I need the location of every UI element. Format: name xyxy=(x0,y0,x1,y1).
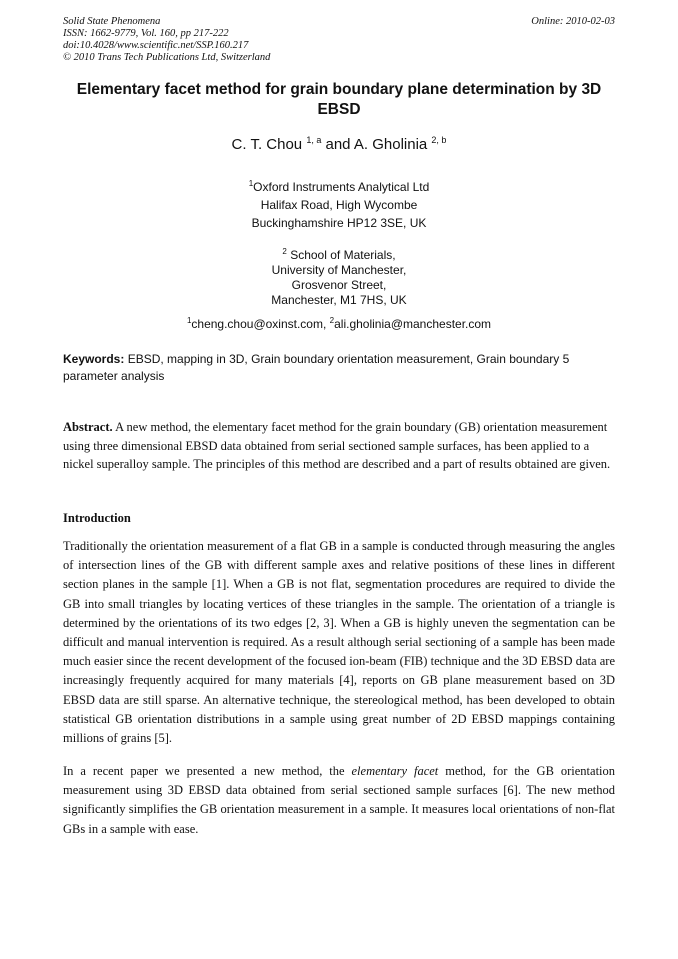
keywords-label: Keywords: xyxy=(63,352,125,366)
author-2-marker: 2, b xyxy=(431,135,447,145)
abstract-text: A new method, the elementary facet method for the grain boundary (GB) orientation measurement using three dimensional EBSD data obtained from serial sectioned sample surfaces, has been applied to a nickel superalloy sample. The principles of this method are described and a part of results obtained are given. xyxy=(63,420,611,471)
email-line xyxy=(0,316,678,331)
email-1-marker: 1 xyxy=(186,316,192,325)
abstract-section xyxy=(63,418,615,474)
keywords-text: EBSD, mapping in 3D, Grain boundary orientation measurement, Grain boundary 5 parameter analysis xyxy=(63,352,570,383)
affiliation-1-line-3: Buckinghamshire HP12 3SE, UK xyxy=(251,216,427,230)
author-1-name: C. T. Chou xyxy=(231,136,303,153)
affiliation-1 xyxy=(0,175,678,232)
affiliation-1-line-1: Oxford Instruments Analytical Ltd xyxy=(253,180,430,194)
affiliation-1-marker: 1 xyxy=(248,179,254,188)
author-line xyxy=(0,135,678,153)
affiliation-2-marker: 2 xyxy=(282,247,287,256)
keywords-section xyxy=(63,351,615,385)
introduction-paragraph-2 xyxy=(63,762,615,839)
journal-header xyxy=(63,16,615,64)
introduction-paragraph-1: Traditionally the orientation measurement of a flat GB in a sample is conducted through measuring the angles of intersection lines of the GB with different sample axes and relative positions of these lines in different section planes in the sample [1]. When a GB is not flat, segmentation procedures are required to divide the GB into small triangles by locating vertices of these triangles in the sample. The orientation of a triangle is determined by the orientations of its two edges [2, 3]. When a GB is highly uneven the segmentation can be difficult and manual intervention is required. As a result although serial sectioning of a sample has been made much easier since the recent development of the focused ion-beam (FIB) technique and the 3D EBSD data are increasingly frequently acquired for many materials [4], reports on GB plane measurement based on 3D EBSD data are still sparse. An alternative technique, the stereological method, has been developed to obtain statistical GB orientation distributions in a sample using great number of 2D EBSD mappings containing millions of grains [5]. xyxy=(63,539,615,746)
affiliation-2 xyxy=(0,244,678,308)
paragraph-2-emphasis: elementary facet xyxy=(351,764,439,778)
abstract-label: Abstract. xyxy=(63,420,113,434)
affiliation-2-line-2: University of Manchester, xyxy=(271,263,407,277)
email-1: cheng.chou@oxinst.com, xyxy=(191,317,327,331)
journal-name: Solid State Phenomena xyxy=(63,16,161,27)
author-1-marker: 1, a xyxy=(306,135,322,145)
author-conjunction: and xyxy=(325,136,351,153)
paper-title: Elementary facet method for grain boundary plane determination by 3D EBSD xyxy=(76,81,602,118)
affiliation-2-line-1: School of Materials, xyxy=(290,248,396,262)
introduction-heading: Introduction xyxy=(63,511,131,525)
paragraph-2-end: method, for the GB orientation measurement using 3D EBSD data obtained from serial sectioned sample surfaces [6]. The new method significantly simplifies the GB orientation measurement in a sample. It measures local orientations of non-flat GBs in a sample with ease. xyxy=(63,764,616,836)
email-2: ali.gholinia@manchester.com xyxy=(334,317,492,331)
copyright-line: © 2010 Trans Tech Publications Ltd, Switzerland xyxy=(63,52,271,63)
doi-line: doi:10.4028/www.scientific.net/SSP.160.217 xyxy=(63,40,249,51)
paragraph-2-start: In a recent paper we presented a new method, the xyxy=(63,764,345,778)
affiliation-2-line-4: Manchester, M1 7HS, UK xyxy=(271,293,407,307)
email-2-marker: 2 xyxy=(329,316,335,325)
online-date: Online: 2010-02-03 xyxy=(531,16,615,27)
author-2-name: A. Gholinia xyxy=(353,136,428,153)
affiliation-1-line-2: Halifax Road, High Wycombe xyxy=(260,198,418,212)
issn-line: ISSN: 1662-9779, Vol. 160, pp 217-222 xyxy=(63,28,229,39)
affiliation-2-line-3: Grosvenor Street, xyxy=(291,278,387,292)
